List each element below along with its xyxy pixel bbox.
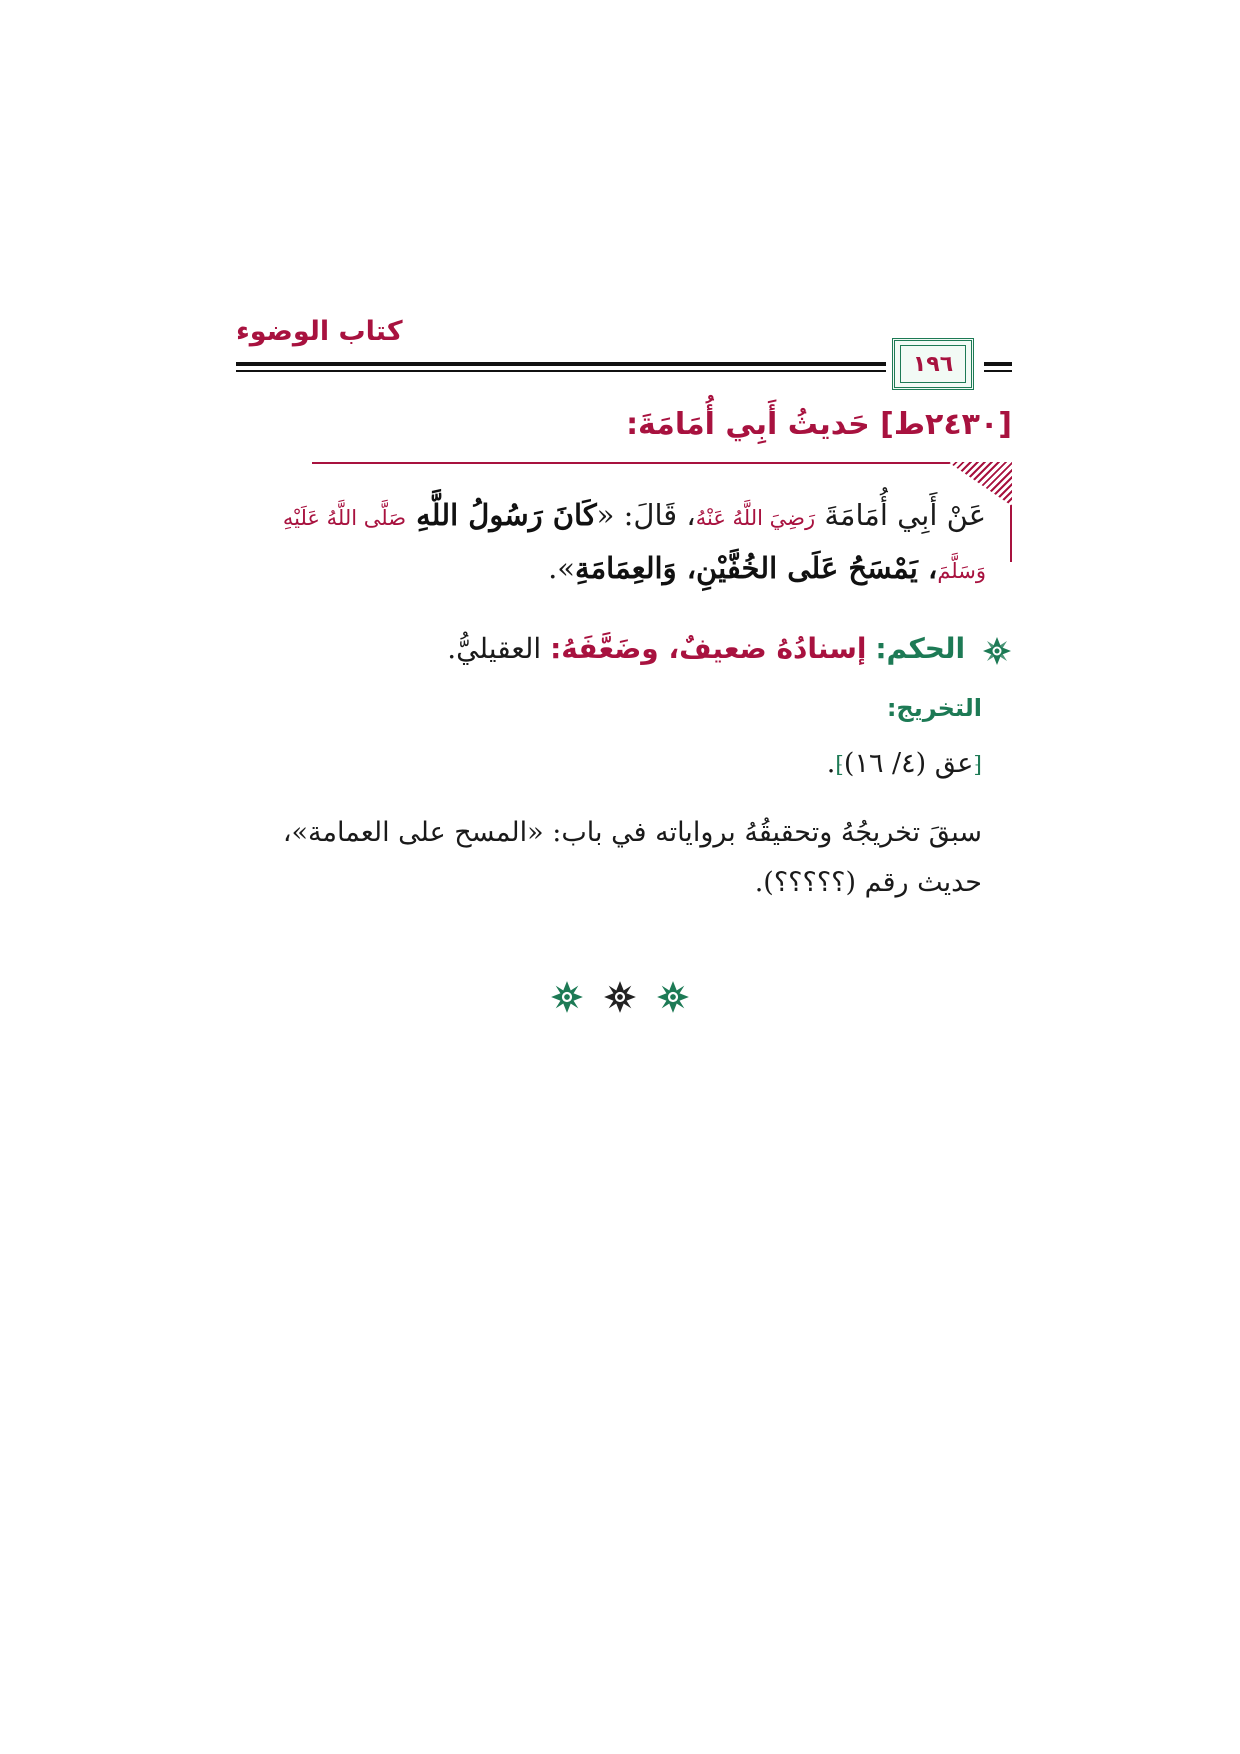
hadith-box [236,462,1012,596]
takhrij-reference-line [236,742,1012,788]
takhrij-reference: عق (٤/ ١٦) [843,748,974,779]
hadith-text [236,490,986,596]
main-content [236,400,1012,908]
takhrij-reference-end: . [826,748,836,779]
ruling-source: العقيليُّ. [447,632,542,665]
flower-ornament-icon [603,980,637,1014]
page-header [236,312,1012,392]
bracket-open: ⁅ [973,753,982,778]
takhrij-note: سبقَ تخريجُهُ وتحقيقُهُ برواياته في باب: «المسح على العمامة»، حديث رقم (؟؟؟؟؟). [282,817,982,898]
bracket-close: ⁆ [835,753,844,778]
hadith-heading: [٢٤٣٠ط] حَديثُ أَبِي أُمَامَةَ: [626,407,1012,442]
hadith-intro: عَنْ أَبِي أُمَامَةَ [815,498,986,532]
hadith-box-top-border [312,462,952,464]
narrator-honorific: رَضِيَ اللَّهُ عَنْهُ [695,506,816,530]
book-title: كتاب الوضوء [236,316,403,347]
flower-ornament-icon [550,980,584,1014]
hadith-end: ». [548,551,576,585]
hadith-quote-part2: ، يَمْسَحُ عَلَى الخُفَّيْنِ، وَالعِمَامَةِ [575,551,938,585]
hadith-quote-part1: كَانَ رَسُولُ اللَّهِ [406,498,597,532]
ruling-label: الحكم: [875,632,966,665]
ruling-line [236,626,1012,672]
prophet-honorific: صَلَّى اللَّهُ عَلَيْهِ وَسَلَّمَ [282,506,986,583]
takhrij-label: التخريج: [886,694,982,722]
page-number-badge [892,338,974,390]
flower-ornament-icon [982,636,1012,666]
page-number: ١٩٦ [900,345,966,383]
flower-ornament-icon [656,980,690,1014]
section-end-ornaments [0,980,1240,1018]
hadith-said: ، قَالَ: « [596,498,696,532]
ruling-value: إسنادُهُ ضعيفٌ، وضَعَّفَهُ: [550,632,867,665]
